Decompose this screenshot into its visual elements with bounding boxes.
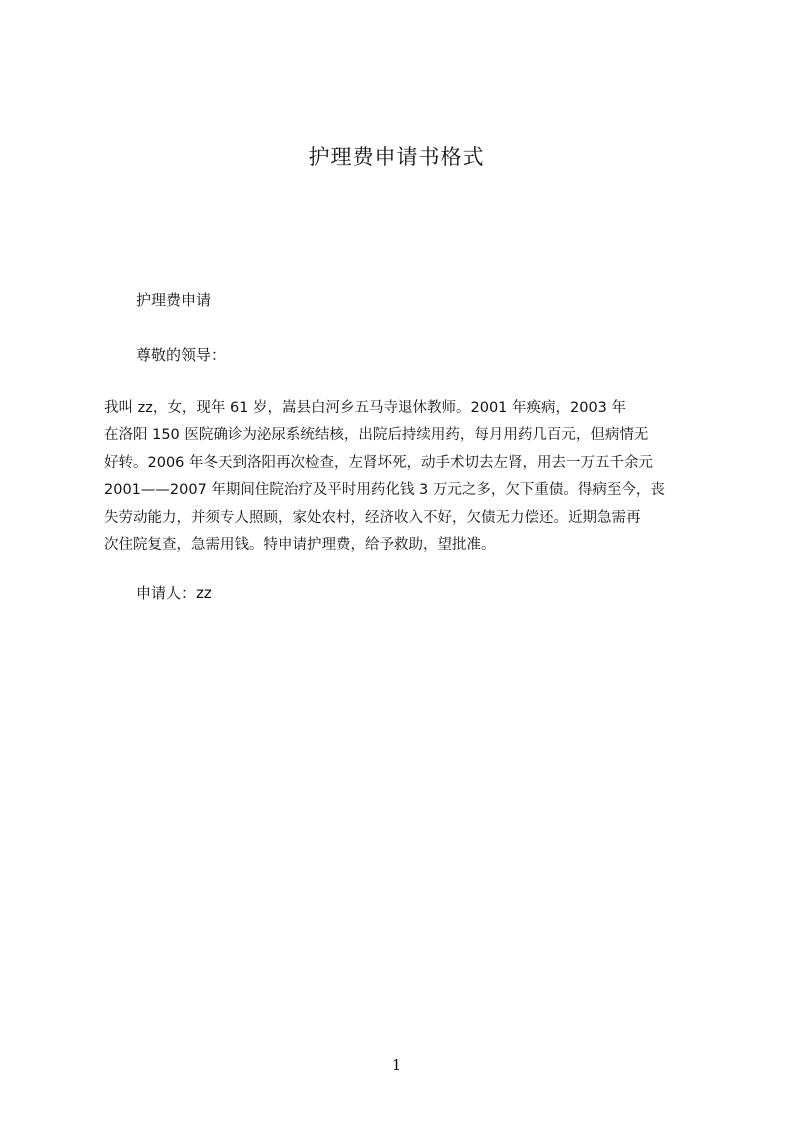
page-number: 1 xyxy=(391,1056,402,1074)
body-line: 次住院复查，急需用钱。特申请护理费，给予救助，望批准。 xyxy=(104,536,496,553)
body-line: 在洛阳 150 医院确诊为泌尿系统结核，出院后持续用药，每月用药几百元，但病情无 xyxy=(104,427,649,444)
document-title: 护理费申请书格式 xyxy=(308,145,485,169)
application-body xyxy=(104,398,698,562)
body-line: 我叫 zz，女，现年 61 岁，嵩县白河乡五马寺退休教师。2001 年痪病，2003 年 xyxy=(104,400,627,416)
body-line: 好转。2006 年冬天到洛阳再次检查，左肾坏死，动手术切去左肾，用去一万五千余元 xyxy=(104,454,654,471)
application-heading: 护理费申请 xyxy=(136,291,212,309)
applicant-signature: 申请人：zz xyxy=(136,584,212,602)
salutation: 尊敬的领导： xyxy=(136,346,227,364)
body-line: 失劳动能力，并须专人照顾，家处农村，经济收入不好，欠债无力偿还。近期急需再 xyxy=(104,509,641,526)
body-line: 2001——2007 年期间住院治疗及平时用药化钱 3 万元之多，欠下重债。得病至今，丧 xyxy=(104,482,665,499)
